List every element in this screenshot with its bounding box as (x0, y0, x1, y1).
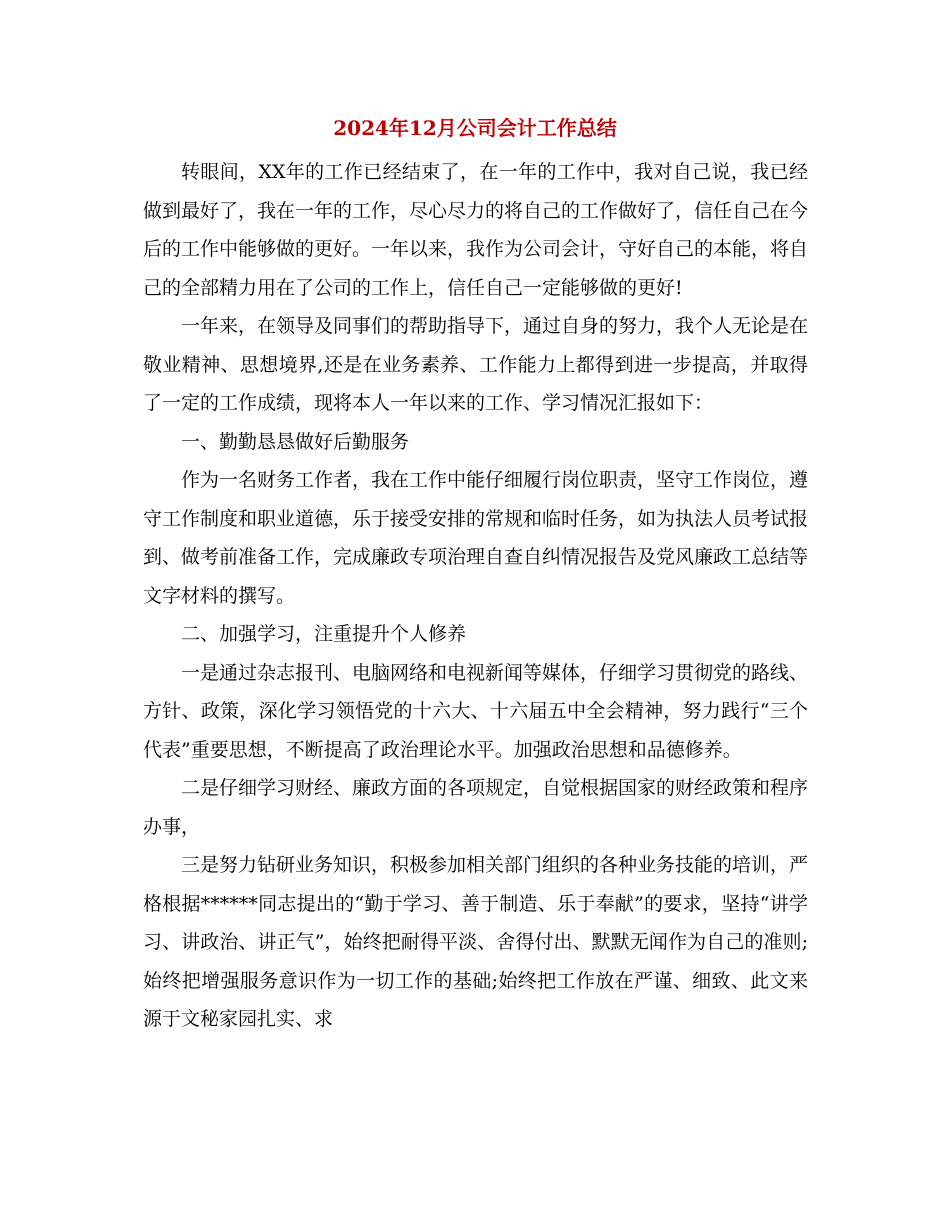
document-title: 2024年12月公司会计工作总结 (333, 116, 617, 140)
document-body (143, 153, 808, 1039)
paragraph-study-2: 二是仔细学习财经、廉政方面的各项规定，自觉根据国家的财经政策和程序办事， (143, 777, 809, 838)
section-heading-service: 一、勤勤恳恳做好后勤服务 (181, 430, 410, 453)
paragraph-overview: 一年来，在领导及同事们的帮助指导下，通过自身的努力，我个人无论是在敬业精神、思想境界,还是在业务素养、工作能力上都得到进一步提高，并取得了一定的工作成绩，现将本人一年以来的工作、学习情况汇报如下： (143, 315, 809, 414)
section-heading-study: 二、加强学习，注重提升个人修养 (181, 623, 467, 645)
paragraph-study-3: 三是努力钻研业务知识，积极参加相关部门组织的各种业务技能的培训，严格根据******同志提出的“勤于学习、善于制造、乐于奉献”的要求，坚持“讲学习、讲政治、讲正气”，始终把耐得平淡、舍得付出、默默无闻作为自己的准则;始终把增强服务意识作为一切工作的基础;始终把工作放在严谨、细致、此文来源于文秘家园扎实、求 (143, 854, 809, 1030)
paragraph-service: 作为一名财务工作者，我在工作中能仔细履行岗位职责，坚守工作岗位，遵守工作制度和职业道德，乐于接受安排的常规和临时任务，如为执法人员考试报到、做考前准备工作，完成廉政专项治理自查自纠情况报告及党风廉政工总结等文字材料的撰写。 (143, 469, 809, 607)
paragraph-study-1: 一是通过杂志报刊、电脑网络和电视新闻等媒体，仔细学习贯彻党的路线、方针、政策，深化学习领悟党的十六大、十六届五中全会精神，努力践行“三个代表”重要思想，不断提高了政治理论水平。加强政治思想和品德修养。 (143, 661, 809, 761)
paragraph-intro: 转眼间，XX年的工作已经结束了，在一年的工作中，我对自己说，我已经做到最好了，我在一年的工作，尽心尽力的将自己的工作做好了，信任自己在今后的工作中能够做的更好。一年以来，我作为公司会计，守好自己的本能，将自己的全部精力用在了公司的工作上，信任自己一定能够做的更好! (143, 161, 809, 299)
